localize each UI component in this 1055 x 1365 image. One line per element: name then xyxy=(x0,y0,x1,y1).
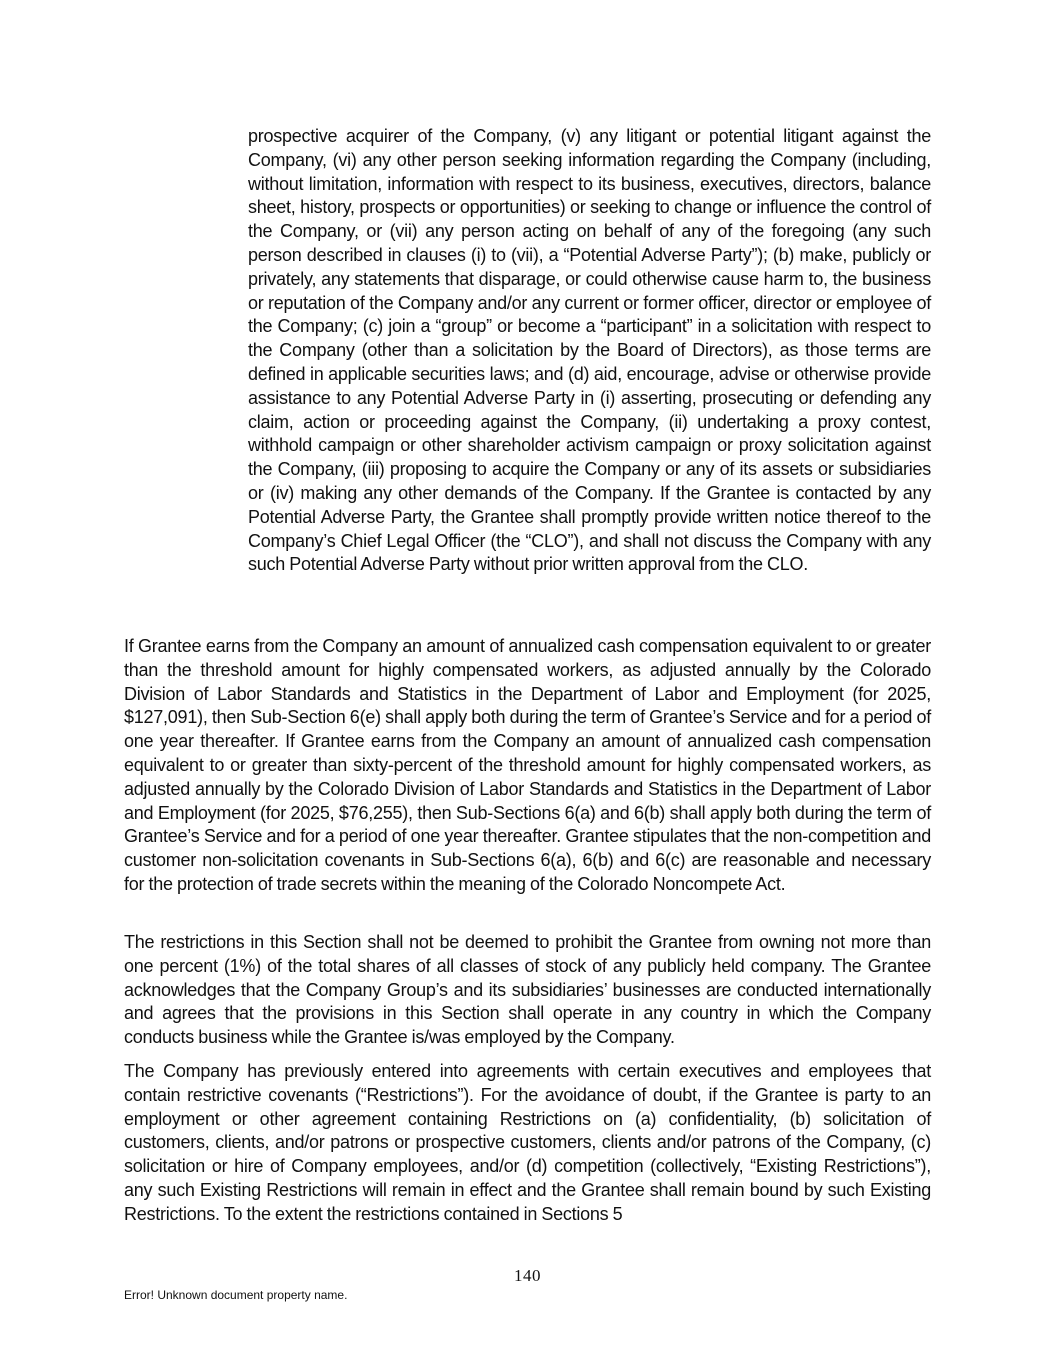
footer-error-note: Error! Unknown document property name. xyxy=(124,1288,348,1302)
paragraph-existing-restrictions: The Company has previously entered into agreements with certain executives and employees that contain restrictive covenants (“Restrictions”). For the avoidance of doubt, if the Grantee is party to an employment or other agreement containing Restrictions on (a) confidentiality, (b) solicitation of customers, clients, and/or patrons or prospective customers, clients and/or patrons of the Company, (c) solicitation or hire of Company employees, and/or (d) competition (collectively, “Existing Restrictions”), any such Existing Restrictions will remain in effect and the Grantee shall remain bound by such Existing Restrictions. To the extent the restrictions contained in Sections 5 xyxy=(124,1061,931,1224)
paragraph-ownership-restrictions: The restrictions in this Section shall not be deemed to prohibit the Grantee from owning not more than one percent (1%) of the total shares of all classes of stock of any publicly held company. The Grantee acknowledges that the Company Group’s and its subsidiaries’ businesses are conducted internationally and agrees that the provisions in this Section shall operate in any country in which the Company conducts business while the Grantee is/was employed by the Company. xyxy=(124,932,931,1048)
page-number: 140 xyxy=(514,1266,541,1285)
paragraph-potential-adverse-party: prospective acquirer of the Company, (v) any litigant or potential litigant against the Company, (vi) any other person seeking information regarding the Company (including, without limitation, information with respect to its business, executives, directors, balance sheet, history, prospects or opportunities) or seeking to change or influence the control of the Company, or (vii) any person acting on behalf of any of the foregoing (any such person described in clauses (i) to (vii), a “Potential Adverse Party”); (b) make, publicly or privately, any statements that disparage, or could otherwise cause harm to, the business or reputation of the Company and/or any current or former officer, director or employee of the Company; (c) join a “group” or become a “participant” in a solicitation with respect to the Company (other than a solicitation by the Board of Directors), as those terms are defined in applicable securities laws; and (d) aid, encourage, advise or otherwise provide assistance to any Potential Adverse Party in (i) asserting, prosecuting or defending any claim, action or proceeding against the Company, (ii) undertaking a proxy contest, withhold campaign or other shareholder activism campaign or proxy solicitation against the Company, (iii) proposing to acquire the Company or any of its assets or subsidiaries or (iv) making any other demands of the Company. If the Grantee is contacted by any Potential Adverse Party, the Grantee shall promptly provide written notice thereof to the Company’s Chief Legal Officer (the “CLO”), and shall not discuss the Company with any such Potential Adverse Party without prior written approval from the CLO. xyxy=(248,126,931,575)
paragraph-colorado-compensation: If Grantee earns from the Company an amount of annualized cash compensation equivalent to or greater than the threshold amount for highly compensated workers, as adjusted annually by the Colorado Division of Labor Standards and Statistics in the Department of Labor and Employment (for 2025, $127,091), then Sub-Section 6(e) shall apply both during the term of Grantee’s Service and for a period of one year thereafter. If Grantee earns from the Company an amount of annualized cash compensation equivalent to or greater than sixty-percent of the threshold amount for highly compensated workers, as adjusted annually by the Colorado Division of Labor Standards and Statistics in the Department of Labor and Employment (for 2025, $76,255), then Sub-Sections 6(a) and 6(b) shall apply both during the term of Grantee’s Service and for a period of one year thereafter. Grantee stipulates that the non-competition and customer non-solicitation covenants in Sub-Sections 6(a), 6(b) and 6(c) are reasonable and necessary for the protection of trade secrets within the meaning of the Colorado Noncompete Act. xyxy=(124,636,931,894)
